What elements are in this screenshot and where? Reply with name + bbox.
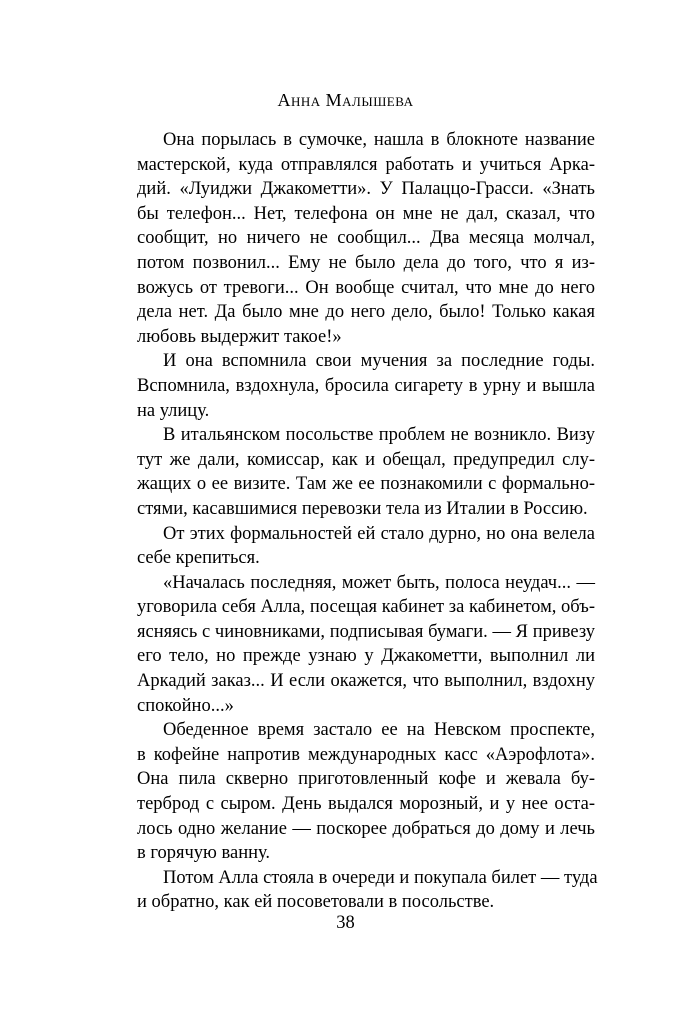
text-line: мастерской, куда отправлялся работать и учиться Арка- (137, 154, 595, 175)
text-line: «Началась последняя, может быть, полоса неудач... — (163, 572, 595, 593)
text-line: в кофейне напротив международных касс «Аэрофлота». (137, 744, 595, 765)
text-line: вожусь от тревоги... Он вообще считал, что мне до него (137, 277, 595, 298)
text-line: жащих о ее визите. Там же ее познакомили с формально- (137, 474, 595, 495)
text-line: потом позвонил... Ему не было дела до того, что я из- (137, 252, 595, 273)
text-line: его тело, но прежде узнаю у Джакометти, выполнил ли (137, 646, 595, 667)
text-line: сообщит, но ничего не сообщил... Два месяца молчал, (137, 228, 595, 249)
text-line: ясняясь с чиновниками, подписывая бумаги. — Я привезу (137, 621, 595, 642)
text-line: И она вспомнила свои мучения за последние годы. (163, 351, 595, 372)
text-line: Аркадий заказ... И если окажется, что выполнил, вздохну (137, 671, 595, 692)
text-line: Вспомнила, вздохнула, бросила сигарету в урну и вышла (137, 375, 595, 396)
text-line: Она порылась в сумочке, нашла в блокноте название (163, 130, 595, 150)
text-line: бы телефон... Нет, телефона он мне не дал, сказал, что (137, 203, 595, 224)
text-line: дий. «Луиджи Джакометти». У Палаццо-Грасси. «Знать (137, 179, 595, 200)
text-line: Обеденное время застало ее на Невском проспекте, (163, 720, 595, 741)
body-text (137, 128, 598, 915)
text-line: спокойно...» (137, 695, 234, 716)
running-head-author: Анна Малышева (277, 90, 414, 110)
text-line: и обратно, как ей посоветовали в посольстве. (137, 892, 495, 913)
text-line: лось одно желание — поскорее добраться до дому и лечь (137, 818, 595, 839)
text-line: тут же дали, комиссар, как и обещал, предупредил слу- (137, 449, 595, 470)
text-line: уговорила себя Алла, посещая кабинет за кабинетом, объ- (137, 597, 595, 618)
text-line: От этих формальностей ей стало дурно, но она велела (163, 523, 595, 544)
text-line: любовь выдержит такое!» (137, 326, 342, 347)
page-number: 38 (336, 913, 355, 933)
text-line: стями, касавшимися перевозки тела из Италии в Россию. (137, 498, 588, 519)
text-line: Она пила скверно приготовленный кофе и жевала бу- (137, 769, 595, 790)
text-line: в горячую ванну. (137, 843, 271, 864)
text-line: В итальянском посольстве проблем не возникло. Визу (163, 425, 595, 446)
text-line: терброд с сыром. День выдался морозный, и у нее оста- (137, 794, 595, 815)
text-line: себе крепиться. (137, 548, 260, 569)
text-line: дела нет. Да было мне до него дело, было! Только какая (137, 302, 595, 323)
text-line: на улицу. (137, 400, 210, 421)
text-line: Потом Алла стояла в очереди и покупала билет — туда (163, 867, 598, 888)
